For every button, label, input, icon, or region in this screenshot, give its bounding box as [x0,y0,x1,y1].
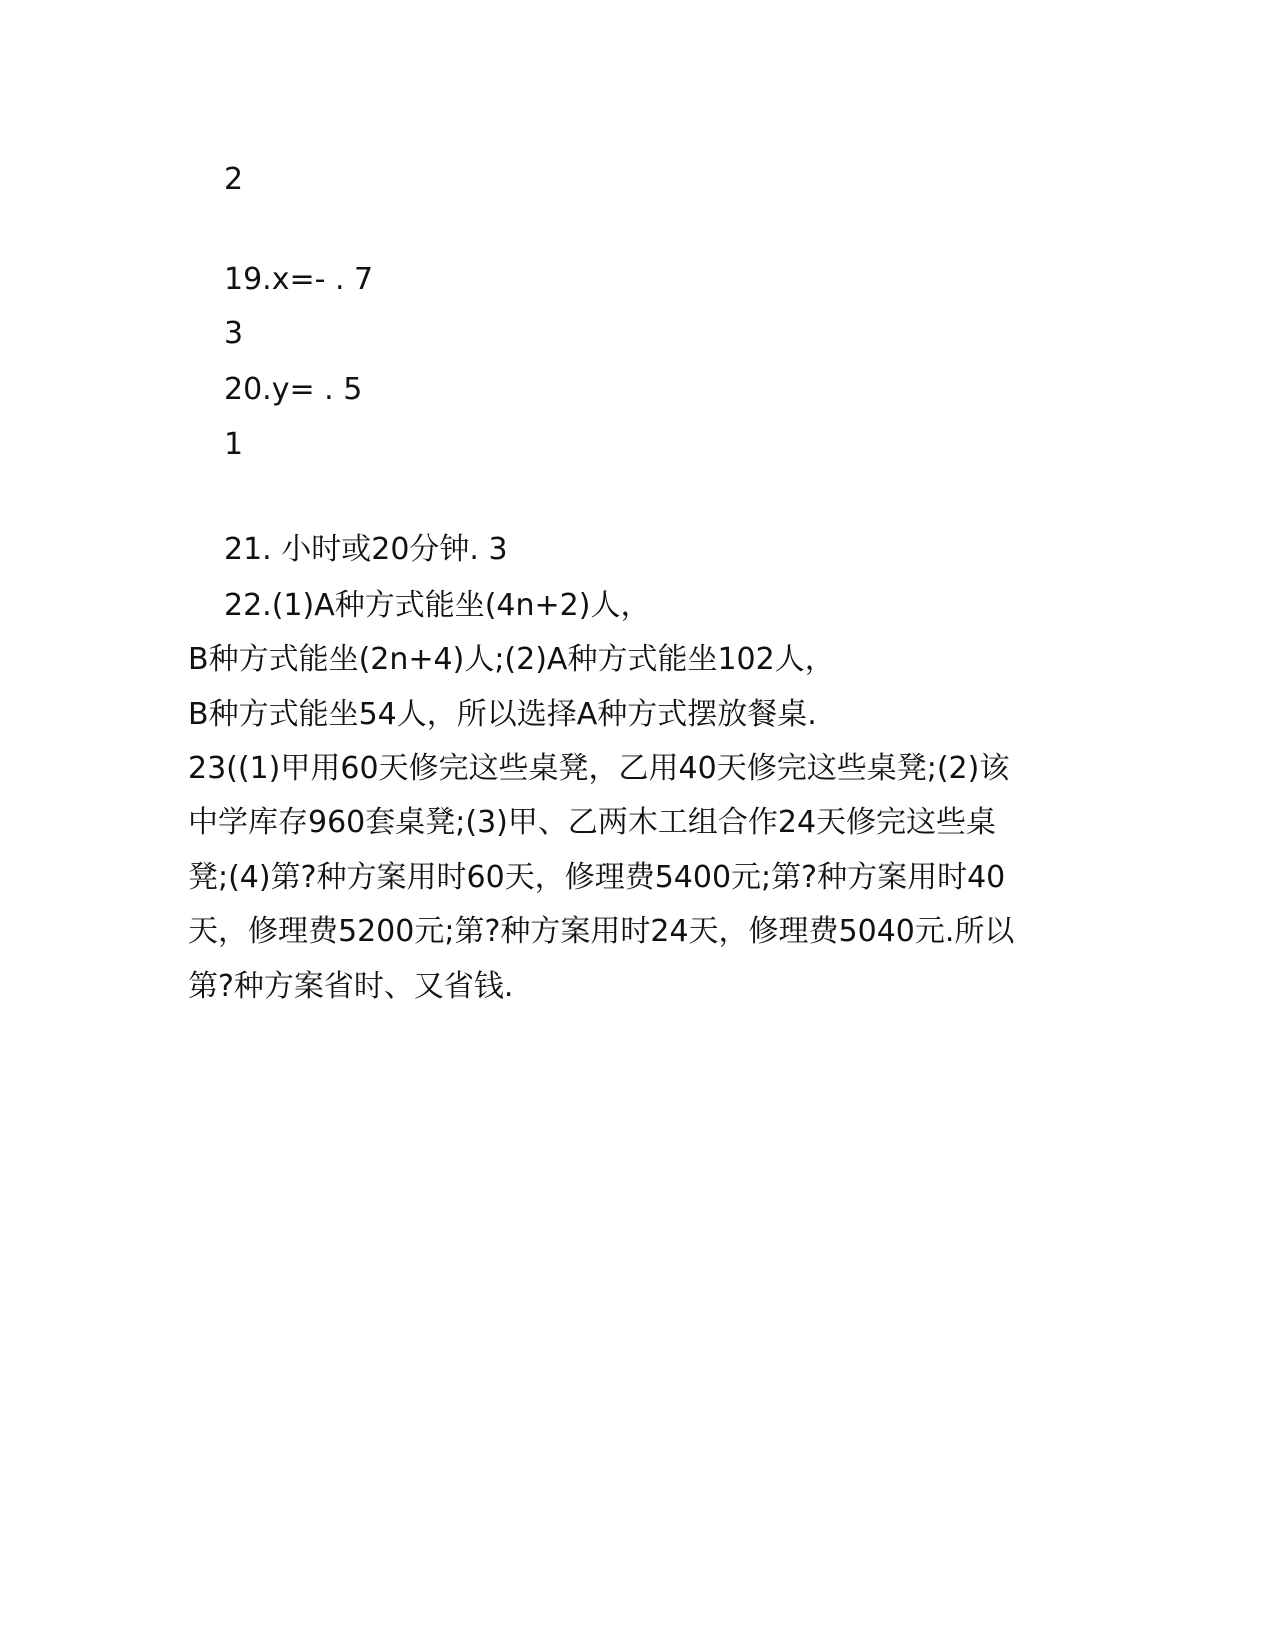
answer-20: 20.y= . 5 [224,372,363,407]
answer-22-line-3: B种方式能坐54人，所以选择A种方式摆放餐桌. [188,697,817,732]
answer-22-line-2: B种方式能坐(2n+4)人;(2)A种方式能坐102人， [188,642,835,677]
answer-fragment-denominator: 2 [224,162,244,197]
answer-21: 21. 小时或20分钟. 3 [224,532,508,567]
answer-23-line-5: 第?种方案省时、又省钱. [188,969,514,1004]
answer-20-denominator: 1 [224,427,244,462]
answer-23-line-3: 凳;(4)第?种方案用时60天，修理费5400元;第?种方案用时40 [188,860,1006,895]
answer-23-line-4: 天，修理费5200元;第?种方案用时24天，修理费5040元.所以 [188,914,1015,949]
answer-22-line-1: 22.(1)A种方式能坐(4n+2)人， [224,588,651,623]
answer-23-line-1: 23((1)甲用60天修完这些桌凳，乙用40天修完这些桌凳;(2)该 [188,751,1010,786]
answer-19-denominator: 3 [224,316,244,351]
answer-19: 19.x=- . 7 [224,262,374,297]
answer-23-line-2: 中学库存960套桌凳;(3)甲、乙两木工组合作24天修完这些桌 [188,805,997,840]
